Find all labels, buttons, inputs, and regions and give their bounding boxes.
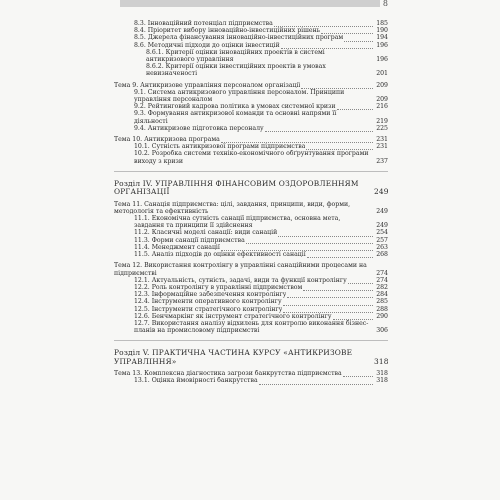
toc-section[interactable] (114, 125, 388, 132)
toc-entry-title: 8.4. Пріоритет вибору інноваційно-інвестиційних рішень (134, 27, 321, 35)
toc-section[interactable] (114, 34, 388, 41)
toc-section[interactable] (114, 298, 388, 305)
toc-page-number: 194 (376, 34, 388, 42)
toc-entry-title: 11.2. Класичні моделі санації: види санацій (134, 229, 278, 237)
toc-section[interactable] (114, 291, 388, 298)
toc-page-number: 290 (376, 312, 388, 320)
toc-section[interactable] (114, 244, 388, 251)
toc-entry-title: 9.3. Формування антикризової команди та основні напрями її діяльності (134, 110, 337, 125)
part-divider (114, 340, 388, 341)
toc-entry-title: Розділ V. ПРАКТИЧНА ЧАСТИНА КУРСУ «АНТИКРИЗОВЕ УПРАВЛІННЯ» (114, 349, 353, 366)
toc-topic[interactable] (114, 201, 388, 215)
toc-page-number: 282 (376, 283, 388, 291)
toc-page-number: 209 (376, 96, 388, 104)
toc-page-number: 225 (376, 124, 388, 132)
leader-dots (303, 285, 373, 291)
toc-entry-title: 9.1. Система антикризового управління персоналом. Принципи управління персоналом (134, 88, 345, 104)
table-of-contents (114, 20, 388, 385)
leader-dots (246, 238, 373, 244)
toc-entry-title: 12.2. Роль контролінгу в управлінні підприємством (134, 283, 303, 291)
toc-section[interactable] (114, 20, 388, 27)
toc-page-number: 318 (374, 356, 389, 366)
toc-section[interactable] (114, 251, 388, 258)
toc-section[interactable] (114, 320, 388, 334)
page-number: 8 (382, 0, 388, 8)
toc-entry-title: 11.4. Менеджмент санації (134, 243, 220, 251)
leader-dots (283, 300, 373, 306)
toc-page-number: 284 (376, 291, 388, 299)
toc-page-number: 231 (376, 136, 388, 144)
toc-page-number: 285 (376, 298, 388, 306)
toc-page-number: 185 (376, 20, 388, 27)
toc-section[interactable] (114, 103, 388, 110)
toc-page-number: 274 (376, 269, 388, 277)
toc-page-number: 231 (376, 143, 388, 151)
toc-page-number: 318 (376, 377, 388, 385)
toc-page-number: 201 (376, 70, 388, 78)
toc-entry-title: 12.5. Інструменти стратегічного контролінгу (134, 305, 283, 313)
toc-part[interactable] (114, 349, 388, 366)
toc-page-number: 196 (376, 56, 388, 64)
toc-entry-title: 12.6. Бенчмаркінг як інструмент стратегічного контролінгу (134, 312, 332, 320)
toc-page-number: 257 (376, 236, 388, 244)
toc-entry-title: 11.1. Економічна сутність санації підприємства, основна мета, завдання та принципи її здійснення (134, 215, 341, 230)
toc-topic[interactable] (114, 82, 388, 89)
toc-section[interactable] (114, 284, 388, 291)
toc-entry-title: 8.6. Методичні підходи до оцінки інвестицій (134, 41, 280, 49)
toc-entry-title: Розділ IV. УПРАВЛІННЯ ФІНАНСОВИМ ОЗДОРОВЛЕННЯМ ОРГАНІЗАЦІЇ (114, 179, 359, 197)
leader-dots (259, 379, 373, 385)
toc-section[interactable] (114, 377, 388, 384)
toc-section[interactable] (114, 42, 388, 49)
toc-entry-title: Тема 11. Санація підприємства: цілі, завдання, принципи, види, форми, методологія та ефективність (114, 200, 351, 215)
leader-dots (265, 126, 373, 132)
leader-dots (278, 231, 373, 237)
toc-section[interactable] (114, 277, 388, 284)
toc-entry-title: Тема 12. Використання контролінгу в управлінні санаційними процесами на підприємстві (114, 262, 367, 277)
toc-section[interactable] (114, 237, 388, 244)
toc-section[interactable] (114, 215, 388, 229)
toc-entry-title: 11.3. Форми санації підприємства (134, 236, 245, 244)
toc-entry-title: Тема 10. Антикризова програма (114, 136, 220, 144)
toc-page-number: 268 (376, 251, 388, 259)
toc-section[interactable] (114, 150, 388, 164)
toc-topic[interactable] (114, 370, 388, 377)
toc-section[interactable] (114, 49, 388, 63)
toc-entry-title: 13.1. Оцінка ймовірності банкрутства (134, 377, 258, 385)
toc-page-number: 318 (376, 370, 388, 378)
toc-topic[interactable] (114, 136, 388, 143)
toc-entry-title: 10.1. Сутність антикризової програми підприємства (134, 143, 306, 151)
toc-page-number: 219 (376, 117, 388, 125)
toc-page-number: 274 (376, 276, 388, 284)
leader-dots (307, 252, 373, 258)
toc-entry-title: 12.4. Інструменти оперативного контролінгу (134, 298, 282, 306)
toc-page-number: 249 (376, 207, 388, 215)
toc-page-number: 216 (376, 103, 388, 111)
toc-page-number: 288 (376, 305, 388, 313)
toc-entry-title: 9.2. Рейтинговий кадрова політика в умовах системної кризи (134, 103, 336, 111)
toc-page-number: 254 (376, 229, 388, 237)
toc-entry-title: 8.5. Джерела фінансування інноваційно-інвестиційних програм (134, 34, 344, 42)
toc-page-number: 209 (376, 81, 388, 89)
toc-page-number: 249 (374, 187, 389, 197)
toc-entry-title: Тема 9. Антикризове управління персоналом організації (114, 81, 301, 89)
toc-page-number: 249 (376, 222, 388, 230)
toc-page-number: 237 (376, 157, 388, 165)
toc-section[interactable] (114, 229, 388, 236)
toc-section[interactable] (114, 313, 388, 320)
toc-entry-title: 12.1. Актуальність, сутність, задачі, види та функції контролінгу (134, 276, 347, 284)
leader-dots (343, 371, 373, 377)
toc-entry-title: 12.7. Використання аналізу відхилень для контролю виконання бізнес-планів на промисловому підприємстві (134, 319, 369, 335)
toc-entry-title: 9.4. Антикризове підготовка персоналу (134, 124, 264, 132)
toc-section[interactable] (114, 27, 388, 34)
toc-page-number: 196 (376, 41, 388, 49)
toc-entry-title: 12.3. Інформаційне забезпечення контролінгу (134, 291, 287, 299)
toc-part[interactable] (114, 180, 388, 197)
leader-dots (344, 36, 373, 42)
toc-entry-title: 11.5. Аналіз підходів до оцінки ефективності санації (134, 251, 306, 259)
toc-section[interactable] (114, 110, 388, 124)
toc-entry-title: 8.3. Інноваційний потенціал підприємства (134, 20, 273, 27)
toc-entry-title: 10.2. Розробка системи техніко-економічного обґрунтування програми виходу з кризи (134, 150, 369, 165)
toc-page-number: 263 (376, 243, 388, 251)
toc-section[interactable] (114, 63, 388, 77)
toc-entry-title: 8.6.2. Критерії оцінки інвестиційних проектів в умовах невизначеності (146, 63, 326, 78)
toc-section[interactable] (114, 306, 388, 313)
toc-entry-title: Тема 13. Комплексна діагностика загрози банкрутства підприємства (114, 370, 342, 378)
leader-dots (348, 278, 373, 284)
toc-page-number: 306 (376, 327, 388, 335)
toc-section[interactable] (114, 143, 388, 150)
leader-dots (287, 292, 373, 298)
toc-topic[interactable] (114, 262, 388, 276)
toc-section[interactable] (114, 89, 388, 103)
running-header (120, 0, 380, 7)
toc-entry-title: 8.6.1. Критерії оцінки інноваційних проектів в системі антикризового управління (146, 48, 325, 64)
toc-page-number: 190 (376, 27, 388, 35)
part-divider (114, 171, 388, 172)
